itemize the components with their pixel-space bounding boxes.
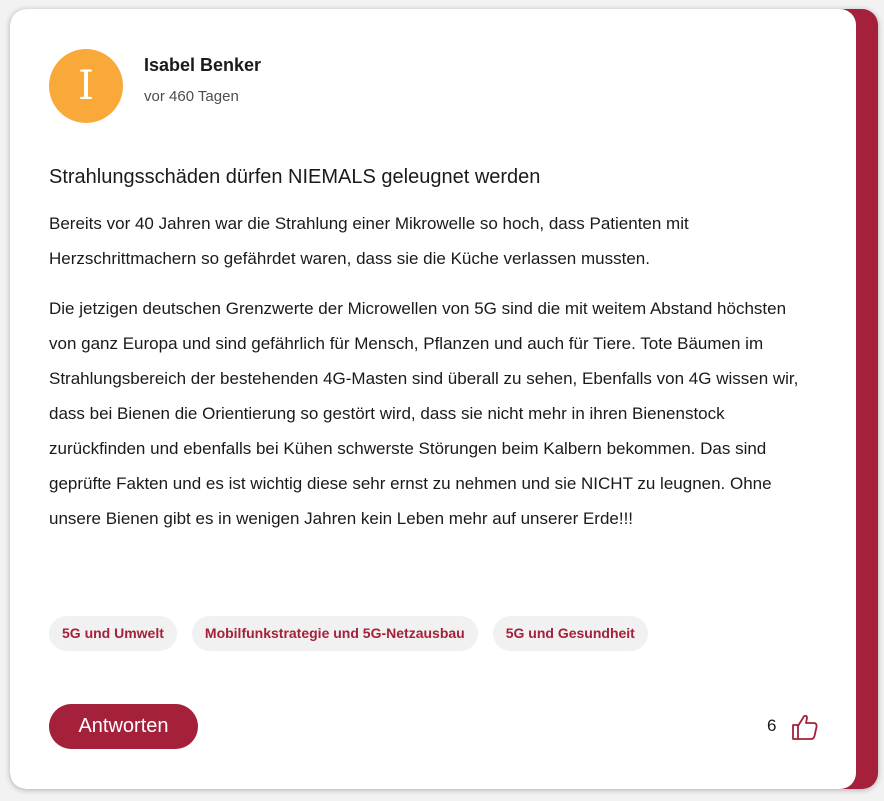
tag-list	[49, 616, 648, 651]
tag-5g-umwelt[interactable]: 5G und Umwelt	[49, 616, 177, 651]
post-timestamp: vor 460 Tagen	[144, 88, 239, 105]
author-name: Isabel Benker	[144, 55, 262, 75]
post-body	[49, 206, 809, 551]
post-paragraph: Die jetzigen deutschen Grenzwerte der Microwellen von 5G sind die mit weitem Abstand höchsten von ganz Europa und sind gefährlich für Mensch, Pflanzen und auch für Tiere. Tote Bäumen im Strahlungsbereich der bestehenden 4G-Masten sind überall zu sehen, Ebenfalls von 4G wissen wir, dass bei Bienen die Orientierung so gestört wird, dass sie nicht mehr in ihren Bienenstock zurückfinden und ebenfalls bei Kühen schwerste Störungen beim Kalbern bekommen. Das sind geprüfte Fakten und es ist wichtig diese sehr ernst zu nehmen und sie NICHT zu leugnen. Ohne unsere Bienen gibt es in wenigen Jahren kein Leben mehr auf unserer Erde!!!	[49, 299, 799, 528]
tag-mobilfunkstrategie[interactable]: Mobilfunkstrategie und 5G-Netzausbau	[192, 616, 478, 651]
avatar: I	[49, 49, 123, 123]
tag-5g-gesundheit[interactable]: 5G und Gesundheit	[493, 616, 648, 651]
post-paragraph: Bereits vor 40 Jahren war die Strahlung einer Mikrowelle so hoch, dass Patienten mit Herzschrittmachern so gefährdet waren, dass sie die Küche verlassen mussten.	[49, 214, 689, 268]
reply-button[interactable]: Antworten	[49, 704, 198, 749]
comment-card-body	[10, 9, 856, 789]
post-title: Strahlungsschäden dürfen NIEMALS geleugnet werden	[49, 166, 541, 188]
like-count: 6	[767, 716, 777, 735]
thumbs-up-icon[interactable]	[790, 712, 820, 742]
comment-card	[10, 9, 878, 789]
